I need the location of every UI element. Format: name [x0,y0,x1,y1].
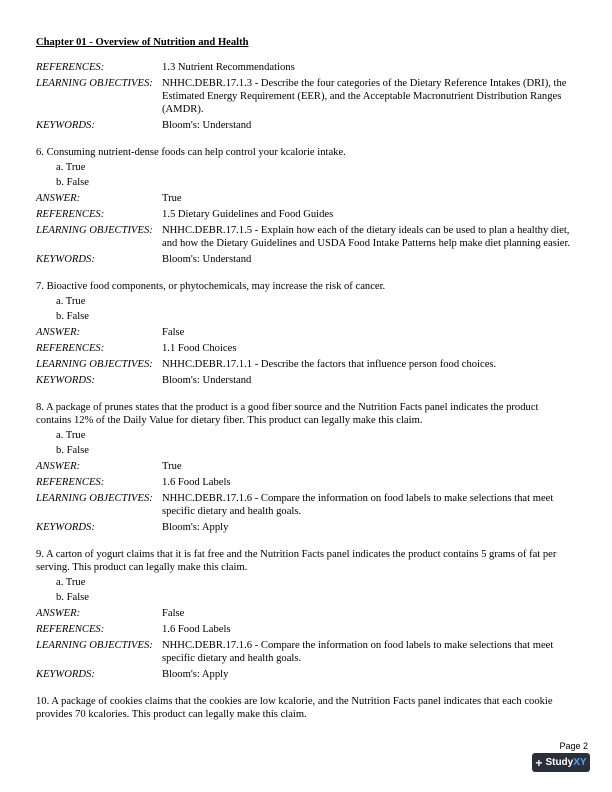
references-row [36,208,576,221]
answer-value: True [162,193,182,204]
references-label: REFERENCES: [36,624,105,635]
logo-text: Study [545,757,574,768]
answer-label: ANSWER: [36,193,81,204]
answer-row [36,192,576,205]
references-value: 1.6 Food Labels [162,624,231,635]
learning-objectives-row [36,358,576,371]
question-text: 9. A carton of yogurt claims that it is fat free and the Nutrition Facts panel indicates the product contains 5 grams of fat per serving. This product can legally make this claim. [36,549,557,573]
answer-value: False [162,327,185,338]
question-text: 8. A package of prunes states that the product is a good fiber source and the Nutrition Facts panel indicates the product contains 12% of the Daily Value for dietary fiber. This product can legally make this claim. [36,402,539,426]
references-value: 1.3 Nutrient Recommendations [162,62,295,73]
references-row [36,623,576,636]
keywords-value: Bloom's: Understand [162,375,252,386]
question-text: 6. Consuming nutrient-dense foods can help control your kcalorie intake. [36,147,346,158]
keywords-label: KEYWORDS: [36,669,95,680]
keywords-value: Bloom's: Apply [162,669,229,680]
references-label: REFERENCES: [36,477,105,488]
answer-label: ANSWER: [36,327,81,338]
question-8 [36,401,576,534]
references-value: 1.5 Dietary Guidelines and Food Guides [162,209,334,220]
logo-text-accent: XY [573,757,587,768]
answer-row [36,607,576,620]
option-a: a. True [56,162,86,173]
answer-label: ANSWER: [36,608,81,619]
keywords-row [36,668,576,681]
answer-value: False [162,608,185,619]
option-b: b. False [56,177,89,188]
studyxy-logo[interactable] [532,753,590,772]
learning-objectives-value: NHHC.DEBR.17.1.1 - Describe the factors that influence person food choices. [162,359,497,370]
keywords-row [36,253,576,266]
page-number: Page 2 [559,741,588,751]
references-row [36,342,576,355]
keywords-label: KEYWORDS: [36,522,95,533]
keywords-row [36,521,576,534]
top-metadata-block [36,61,576,132]
learning-objectives-label: LEARNING OBJECTIVES: [36,493,153,504]
answer-value: True [162,461,182,472]
option-a: a. True [56,577,86,588]
keywords-value: Bloom's: Understand [162,120,252,131]
keywords-row [36,119,576,132]
document-page [36,36,576,723]
options [36,295,576,323]
learning-objectives-row [36,639,576,665]
question-9 [36,548,576,681]
learning-objectives-value: NHHC.DEBR.17.1.5 - Explain how each of the dietary ideals can be used to plan a healthy diet, and how the Dietary Guidelines and USDA Food Intake Patterns help make diet planning easier. [162,225,571,249]
learning-objectives-label: LEARNING OBJECTIVES: [36,359,153,370]
keywords-label: KEYWORDS: [36,375,95,386]
keywords-label: KEYWORDS: [36,120,95,131]
references-value: 1.1 Food Choices [162,343,237,354]
learning-objectives-row [36,224,576,250]
question-7 [36,280,576,387]
answer-row [36,460,576,473]
answer-row [36,326,576,339]
chapter-title: Chapter 01 - Overview of Nutrition and Health [36,37,249,48]
learning-objectives-label: LEARNING OBJECTIVES: [36,78,153,89]
references-value: 1.6 Food Labels [162,477,231,488]
references-row [36,476,576,489]
learning-objectives-value: NHHC.DEBR.17.1.3 - Describe the four categories of the Dietary Reference Intakes (DRI), the Estimated Energy Requirement (EER), and the Acceptable Macronutrient Distribution Ranges (AMDR). [162,78,567,115]
question-text: 10. A package of cookies claims that the cookies are low kcalorie, and the Nutrition Facts panel indicates that each cookie provides 70 kcalories. This product can legally make this claim. [36,696,553,720]
learning-objectives-value: NHHC.DEBR.17.1.6 - Compare the information on food labels to make selections that meet specific dietary and health goals. [162,640,554,664]
keywords-row [36,374,576,387]
answer-label: ANSWER: [36,461,81,472]
references-row [36,61,576,74]
references-label: REFERENCES: [36,343,105,354]
learning-objectives-value: NHHC.DEBR.17.1.6 - Compare the information on food labels to make selections that meet specific dietary and health goals. [162,493,554,517]
references-label: REFERENCES: [36,209,105,220]
learning-objectives-row [36,77,576,116]
learning-objectives-label: LEARNING OBJECTIVES: [36,225,153,236]
keywords-value: Bloom's: Apply [162,522,229,533]
options [36,429,576,457]
options [36,576,576,604]
keywords-label: KEYWORDS: [36,254,95,265]
question-6 [36,146,576,266]
plus-icon: + [535,755,543,770]
question-text: 7. Bioactive food components, or phytochemicals, may increase the risk of cancer. [36,281,386,292]
keywords-value: Bloom's: Understand [162,254,252,265]
options [36,161,576,189]
option-a: a. True [56,296,86,307]
option-b: b. False [56,311,89,322]
learning-objectives-label: LEARNING OBJECTIVES: [36,640,153,651]
learning-objectives-row [36,492,576,518]
question-10 [36,695,576,721]
references-label: REFERENCES: [36,62,105,73]
option-a: a. True [56,430,86,441]
option-b: b. False [56,592,89,603]
option-b: b. False [56,445,89,456]
